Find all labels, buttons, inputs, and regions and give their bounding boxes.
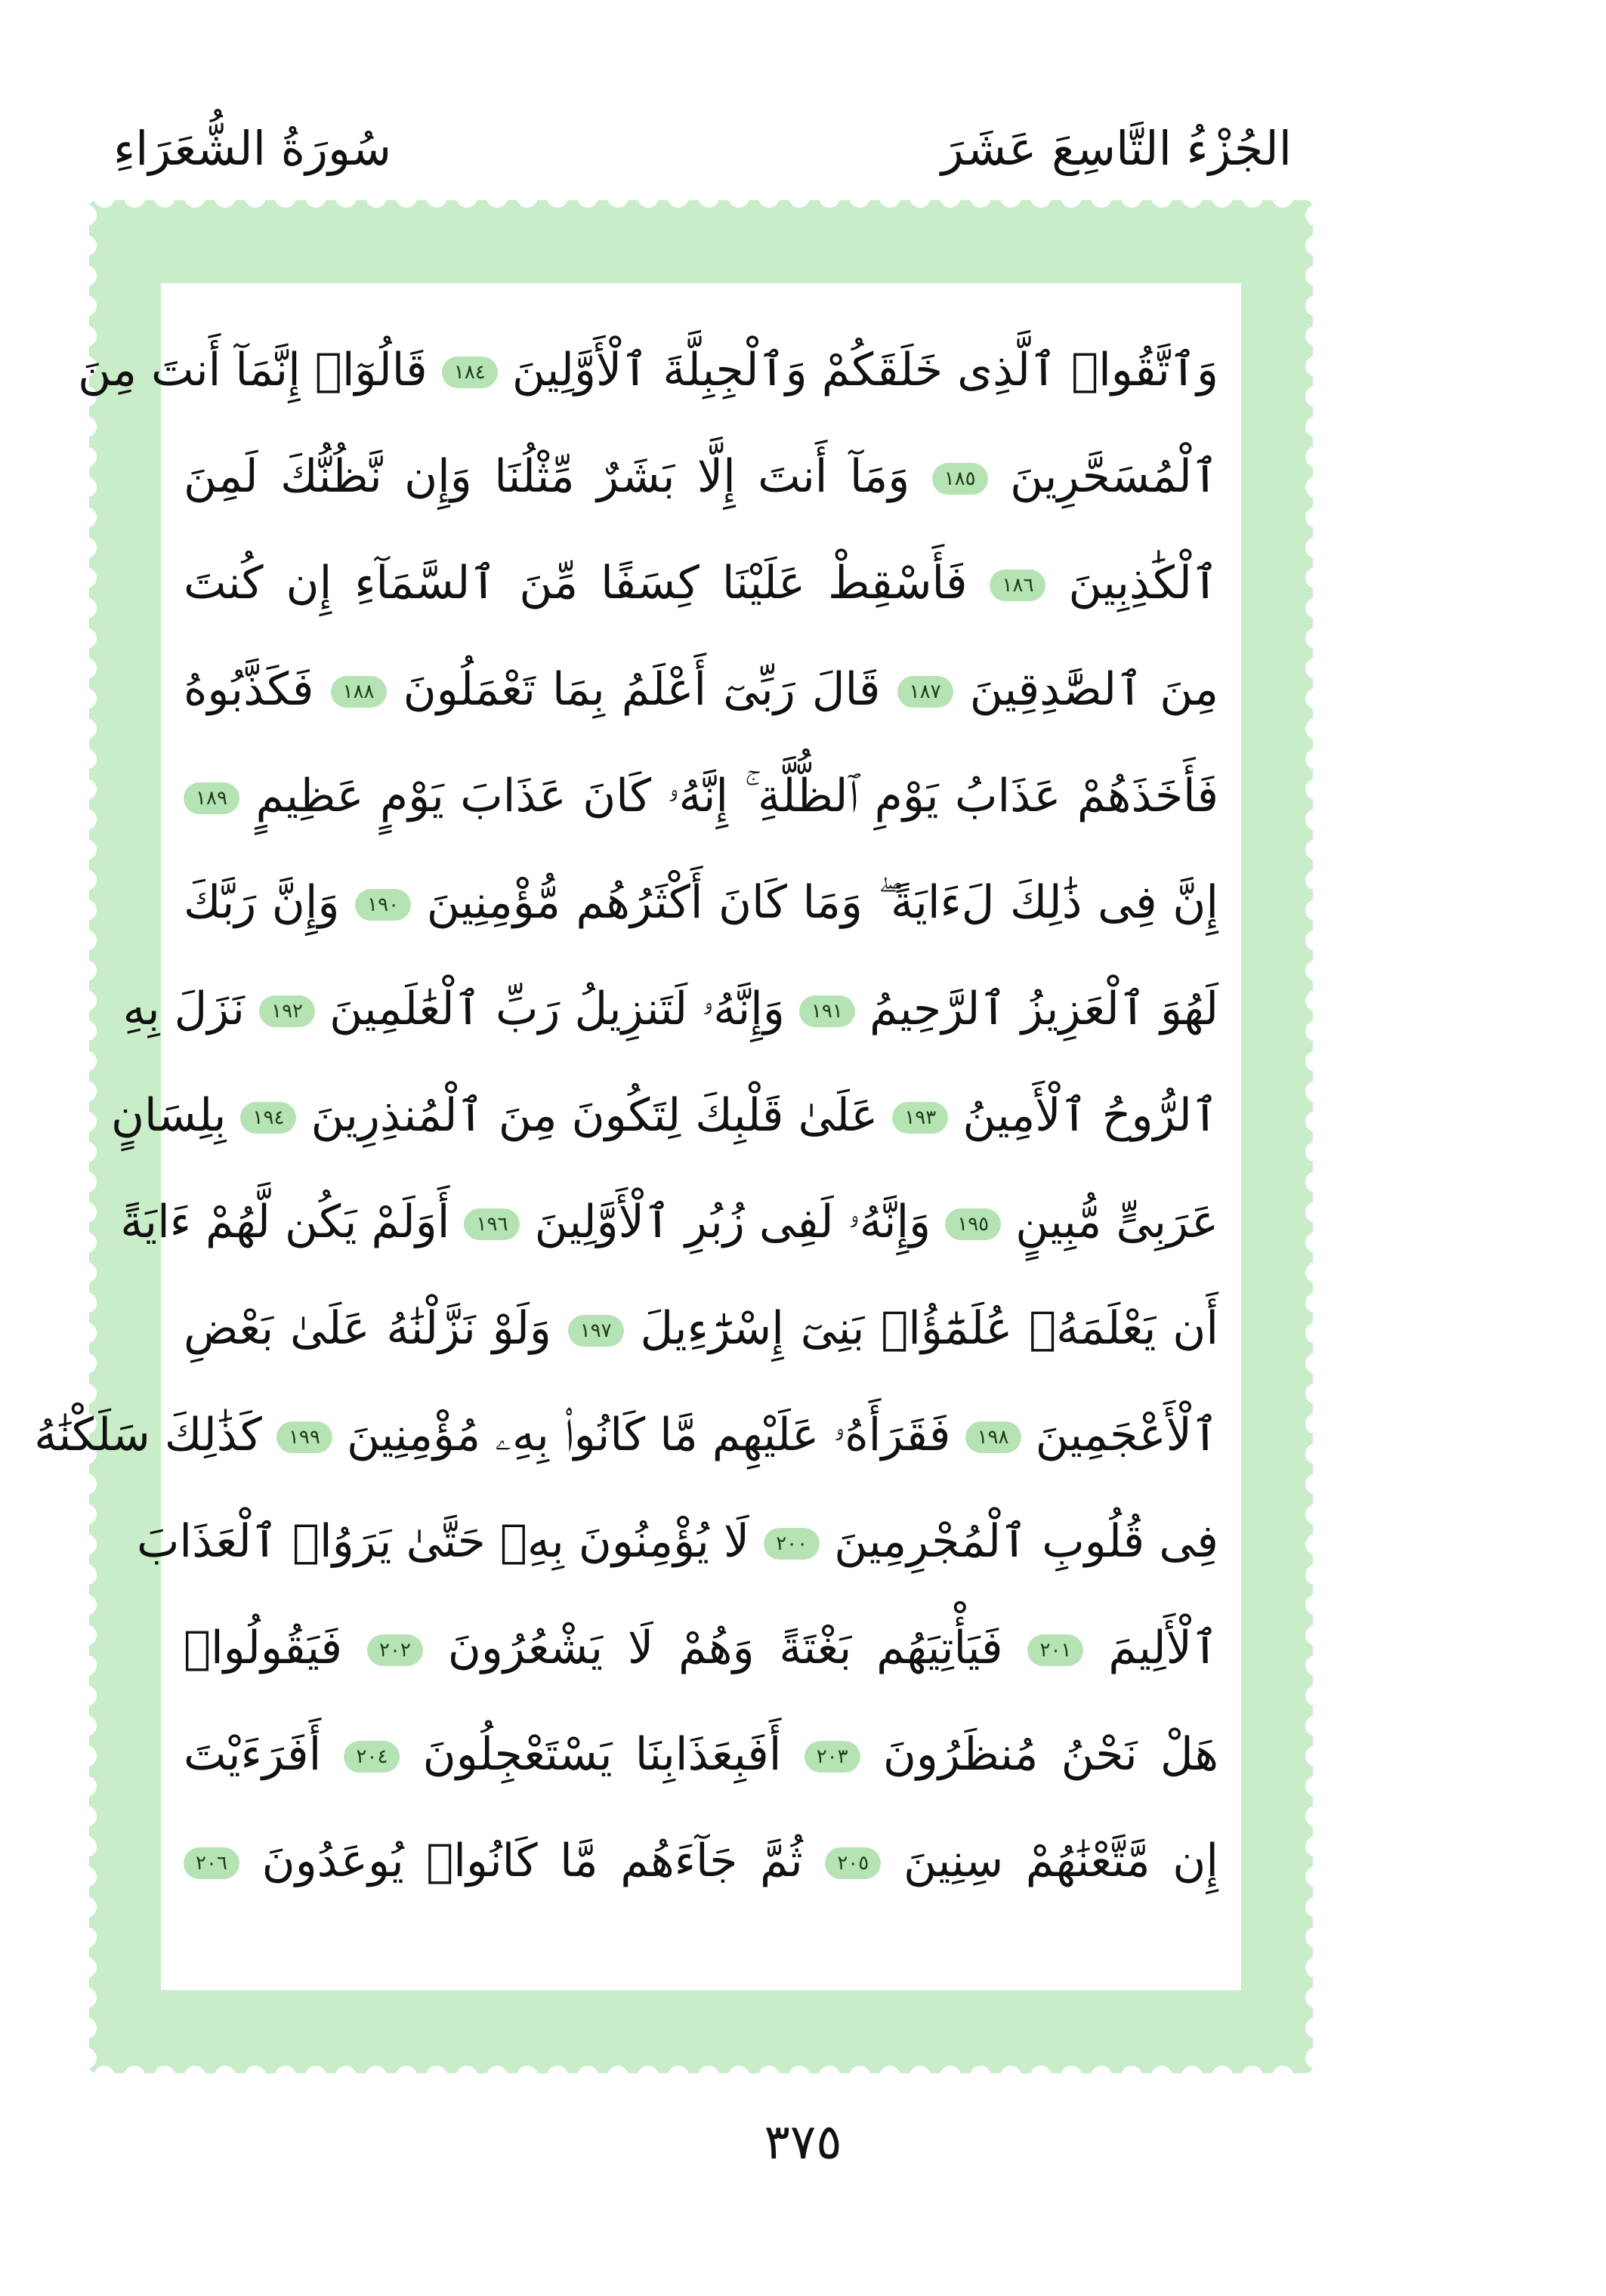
frame-scallop	[1305, 1836, 1313, 1857]
frame-scallop	[456, 200, 477, 208]
frame-scallop	[1305, 748, 1313, 770]
frame-scallop	[89, 1806, 97, 1827]
ayah-number-marker: ١٩٦	[464, 1208, 520, 1240]
verse-text: لَا يُؤْمِنُونَ بِهِۦ حَتَّىٰ يَرَوُا۟ ٱلْعَذَابَ	[136, 1515, 750, 1568]
ayah-number-marker: ١٩٤	[240, 1102, 296, 1134]
frame-scallop	[1305, 446, 1313, 468]
verse-text: وَٱتَّقُوا۟ ٱلَّذِى خَلَقَكُمْ وَٱلْجِبِلَّةَ ٱلْأَوَّلِينَ	[511, 344, 1218, 397]
verse-text: وَلَوْ نَزَّلْنَٰهُ عَلَىٰ بَعْضِ	[184, 1302, 551, 1355]
verse-text: لَهُوَ ٱلْعَزِيزُ ٱلرَّحِيمُ	[869, 983, 1218, 1035]
frame-scallop	[1305, 1141, 1313, 1162]
ayah-number-marker: ٢٠٣	[805, 1741, 860, 1773]
text-panel	[34, 283, 1241, 1990]
frame-scallop	[89, 748, 97, 770]
frame-scallop	[698, 200, 719, 208]
frame-scallop	[1305, 658, 1313, 679]
frame-scallop	[335, 2066, 357, 2073]
frame-scallop	[1305, 1443, 1313, 1464]
frame-scallop	[577, 200, 598, 208]
ayah-number-marker: ٢٠٢	[367, 1634, 423, 1666]
frame-scallop	[1151, 2066, 1172, 2073]
frame-scallop	[1305, 265, 1313, 286]
frame-scallop	[1212, 200, 1233, 208]
frame-scallop	[607, 2066, 629, 2073]
verse-line	[184, 1276, 1218, 1382]
frame-scallop	[1305, 809, 1313, 830]
frame-scallop	[1305, 839, 1313, 860]
verse-text: إِن مَّتَّعْنَٰهُمْ سِنِينَ	[903, 1835, 1218, 1887]
frame-scallop	[1272, 2066, 1293, 2073]
frame-scallop	[366, 2066, 387, 2073]
frame-scallop	[849, 200, 870, 208]
ayah-number-marker: ٢٠٦	[184, 1847, 239, 1879]
frame-scallop	[970, 2066, 991, 2073]
frame-scallop	[547, 2066, 568, 2073]
frame-scallop	[1305, 477, 1313, 498]
verse-line	[184, 637, 1218, 743]
ayah-number-marker: ٢٠١	[1027, 1634, 1083, 1666]
frame-scallop	[396, 200, 417, 208]
frame-scallop	[1305, 1866, 1313, 1887]
frame-scallop	[89, 1685, 97, 1706]
frame-scallop	[1305, 416, 1313, 437]
verse-line	[110, 1063, 1218, 1169]
ayah-number-marker: ١٩٣	[892, 1102, 948, 1134]
frame-scallop	[1305, 1715, 1313, 1736]
frame-scallop	[1305, 628, 1313, 649]
frame-scallop	[607, 200, 629, 208]
frame-scallop	[94, 200, 115, 208]
frame-scallop	[89, 295, 97, 316]
frame-scallop	[940, 200, 961, 208]
frame-scallop	[1305, 1625, 1313, 1646]
frame-scallop	[89, 1987, 97, 2008]
frame-scallop	[426, 200, 447, 208]
verse-text: فَيَأْتِيَهُم بَغْتَةً وَهُمْ لَا يَشْعُرُونَ	[447, 1622, 1003, 1674]
frame-scallop	[1305, 960, 1313, 981]
frame-scallop	[879, 200, 900, 208]
frame-scallop	[1212, 2066, 1233, 2073]
verse-text: نَزَلَ بِهِ	[122, 983, 245, 1035]
frame-scallop	[154, 2066, 175, 2073]
frame-scallop	[89, 779, 97, 800]
frame-scallop	[668, 200, 689, 208]
verse-text: ٱلرُّوحُ ٱلْأَمِينُ	[962, 1089, 1218, 1142]
frame-scallop	[89, 1776, 97, 1797]
verse-text: ٱلْكَٰذِبِينَ	[1068, 557, 1218, 609]
frame-scallop	[1305, 779, 1313, 800]
frame-scallop	[940, 2066, 961, 2073]
verse-line	[184, 743, 1218, 850]
frame-scallop	[1305, 1474, 1313, 1495]
frame-scallop	[89, 718, 97, 739]
verse-text: إِنَّ فِى ذَٰلِكَ لَءَايَةً ۖ وَمَا كَانَ أَكْثَرُهُم مُّؤْمِنِينَ	[426, 876, 1218, 929]
ayah-number-marker: ١٩٨	[965, 1421, 1021, 1453]
frame-scallop	[89, 2017, 97, 2038]
ayah-number-marker: ١٩٩	[276, 1421, 332, 1453]
frame-scallop	[89, 869, 97, 890]
verse-text: ٱلْأَعْجَمِينَ	[1035, 1409, 1218, 1461]
frame-scallop	[89, 1171, 97, 1193]
frame-scallop	[1305, 386, 1313, 407]
frame-scallop	[335, 200, 357, 208]
frame-scallop	[1305, 1111, 1313, 1132]
frame-scallop	[1030, 200, 1052, 208]
frame-scallop	[1305, 1232, 1313, 1253]
frame-scallop	[89, 658, 97, 679]
frame-scallop	[89, 1564, 97, 1585]
frame-scallop	[1305, 1685, 1313, 1706]
frame-scallop	[1305, 688, 1313, 709]
frame-scallop	[970, 200, 991, 208]
frame-scallop	[89, 1322, 97, 1344]
verse-line	[78, 317, 1218, 424]
ayah-number-marker: ١٩٧	[568, 1315, 624, 1347]
ayah-number-marker: ١٨٩	[184, 782, 239, 814]
ayah-number-marker: ٢٠٠	[764, 1528, 820, 1560]
verse-line	[120, 1169, 1218, 1276]
verse-text: أَفَرَءَيْتَ	[184, 1728, 322, 1781]
frame-scallop	[89, 1534, 97, 1555]
ayah-number-marker: ٢٠٤	[344, 1741, 400, 1773]
verse-text: كَذَٰلِكَ سَلَكْنَٰهُ	[34, 1409, 262, 1461]
frame-scallop	[910, 200, 931, 208]
frame-scallop	[89, 1020, 97, 1042]
verse-text: فَأَخَذَهُمْ عَذَابُ يَوْمِ ٱلظُّلَّةِ ۚ إِنَّهُۥ كَانَ عَذَابَ يَوْمٍ عَظِيمٍ	[255, 770, 1218, 822]
frame-scallop	[89, 1896, 97, 1918]
frame-scallop	[1305, 2048, 1313, 2069]
frame-scallop	[1305, 295, 1313, 316]
ayah-number-marker: ١٨٨	[331, 676, 387, 708]
frame-scallop	[89, 477, 97, 498]
frame-scallop	[698, 2066, 719, 2073]
ayah-number-marker: ١٩٢	[259, 995, 315, 1027]
frame-scallop	[1305, 1292, 1313, 1313]
frame-scallop	[789, 200, 810, 208]
frame-scallop	[1305, 235, 1313, 256]
frame-scallop	[1121, 200, 1142, 208]
frame-scallop	[1305, 869, 1313, 890]
verse-text: فَكَذَّبُوهُ	[184, 663, 314, 716]
frame-scallop	[89, 446, 97, 468]
verse-text: هَلْ نَحْنُ مُنظَرُونَ	[882, 1728, 1218, 1781]
frame-scallop	[89, 1745, 97, 1767]
verse-line	[184, 1595, 1218, 1702]
frame-scallop	[668, 2066, 689, 2073]
frame-scallop	[1305, 507, 1313, 528]
frame-scallop	[89, 809, 97, 830]
frame-scallop	[1305, 205, 1313, 226]
frame-scallop	[1305, 1322, 1313, 1344]
frame-scallop	[1305, 1413, 1313, 1434]
frame-scallop	[1242, 2066, 1263, 2073]
frame-scallop	[89, 960, 97, 981]
frame-scallop	[89, 1594, 97, 1616]
frame-scallop	[215, 200, 236, 208]
verse-text: ٱلْمُسَحَّرِينَ	[1010, 450, 1218, 503]
frame-scallop	[1305, 1564, 1313, 1585]
verse-text: فَأَسْقِطْ عَلَيْنَا كِسَفًا مِّنَ ٱلسَّمَآءِ إِن كُنتَ	[184, 557, 968, 609]
frame-scallop	[89, 1957, 97, 1978]
ayah-number-marker: ١٩٥	[945, 1208, 1001, 1240]
verse-line	[34, 1382, 1218, 1489]
frame-scallop	[1272, 200, 1293, 208]
verse-text: عَلَىٰ قَلْبِكَ لِتَكُونَ مِنَ ٱلْمُنذِرِينَ	[310, 1089, 879, 1142]
frame-scallop	[89, 628, 97, 649]
frame-scallop	[89, 1655, 97, 1676]
frame-scallop	[1305, 1262, 1313, 1283]
frame-scallop	[1305, 1202, 1313, 1223]
frame-scallop	[758, 200, 780, 208]
verse-line	[136, 1489, 1218, 1595]
frame-scallop	[1030, 2066, 1052, 2073]
frame-scallop	[879, 2066, 900, 2073]
frame-scallop	[638, 200, 659, 208]
frame-scallop	[1181, 2066, 1203, 2073]
ayah-number-marker: ١٩١	[799, 995, 855, 1027]
frame-scallop	[638, 2066, 659, 2073]
frame-scallop	[89, 1836, 97, 1857]
frame-scallop	[1242, 200, 1263, 208]
frame-scallop	[1305, 1927, 1313, 1948]
verse-text: أَن يَعْلَمَهُۥ عُلَمَٰٓؤُا۟ بَنِىٓ إِسْرَٰٓءِيلَ	[640, 1302, 1219, 1355]
verse-line	[184, 530, 1218, 637]
frame-scallop	[1305, 718, 1313, 739]
frame-scallop	[396, 2066, 417, 2073]
frame-scallop	[215, 2066, 236, 2073]
verse-line	[184, 1808, 1218, 1915]
frame-scallop	[1305, 1987, 1313, 2008]
frame-scallop	[547, 200, 568, 208]
frame-scallop	[89, 990, 97, 1011]
frame-scallop	[1305, 326, 1313, 347]
verse-text: أَفَبِعَذَابِنَا يَسْتَعْجِلُونَ	[422, 1728, 782, 1781]
frame-scallop	[910, 2066, 931, 2073]
verse-text: وَإِنَّهُۥ لَفِى زُبُرِ ٱلْأَوَّلِينَ	[534, 1196, 931, 1248]
verse-line	[122, 956, 1218, 1063]
frame-scallop	[1305, 1534, 1313, 1555]
frame-scallop	[728, 2066, 749, 2073]
frame-scallop	[184, 2066, 205, 2073]
frame-scallop	[89, 2048, 97, 2069]
frame-scallop	[1305, 567, 1313, 588]
frame-scallop	[1305, 1020, 1313, 1042]
frame-scallop	[1305, 1171, 1313, 1193]
verse-line	[184, 850, 1218, 956]
frame-scallop	[89, 1081, 97, 1102]
verse-text: وَمَآ أَنتَ إِلَّا بَشَرٌ مِّثْلُنَا وَإِن نَّظُنُّكَ لَمِنَ	[184, 450, 910, 503]
juz-name: الجُزْءُ التَّاسِعَ عَشَرَ	[940, 121, 1292, 176]
frame-scallop	[1181, 200, 1203, 208]
frame-scallop	[1061, 2066, 1082, 2073]
frame-scallop	[245, 2066, 266, 2073]
verse-text: مِنَ ٱلصَّٰدِقِينَ	[969, 663, 1219, 716]
verse-text: أَوَلَمْ يَكُن لَّهُمْ ءَايَةً	[120, 1196, 450, 1248]
frame-scallop	[1151, 200, 1172, 208]
frame-scallop	[1000, 2066, 1021, 2073]
frame-scallop	[1305, 537, 1313, 558]
verse-text: فَيَقُولُوا۟	[184, 1622, 343, 1674]
ayah-number-marker: ٢٠٥	[825, 1847, 881, 1879]
frame-scallop	[849, 2066, 870, 2073]
frame-scallop	[89, 1202, 97, 1223]
frame-scallop	[89, 205, 97, 226]
frame-scallop	[94, 2066, 115, 2073]
verse-text: فَقَرَأَهُۥ عَلَيْهِم مَّا كَانُوا۟ بِهِۦ مُؤْمِنِينَ	[346, 1409, 951, 1461]
frame-scallop	[1091, 2066, 1112, 2073]
frame-scallop	[819, 200, 840, 208]
frame-scallop	[89, 1504, 97, 1525]
frame-scallop	[1305, 1957, 1313, 1978]
verse-text: بِلِسَانٍ	[110, 1089, 227, 1142]
ayah-number-marker: ١٨٦	[990, 569, 1045, 601]
frame-scallop	[819, 2066, 840, 2073]
ayah-number-marker: ١٩٠	[355, 889, 411, 921]
frame-scallop	[124, 200, 145, 208]
frame-scallop	[89, 235, 97, 256]
frame-scallop	[89, 567, 97, 588]
frame-scallop	[89, 1715, 97, 1736]
frame-scallop	[517, 200, 538, 208]
frame-scallop	[456, 2066, 477, 2073]
frame-scallop	[1305, 1504, 1313, 1525]
frame-scallop	[1305, 356, 1313, 377]
frame-scallop	[1305, 1896, 1313, 1918]
frame-scallop	[1305, 1383, 1313, 1404]
verse-line	[184, 424, 1218, 530]
frame-scallop	[275, 2066, 296, 2073]
frame-scallop	[305, 2066, 326, 2073]
frame-scallop	[89, 1292, 97, 1313]
frame-scallop	[89, 537, 97, 558]
frame-scallop	[89, 1866, 97, 1887]
frame-scallop	[89, 839, 97, 860]
page-header	[98, 113, 1307, 196]
verse-line	[184, 1702, 1218, 1808]
ayah-number-marker: ١٨٧	[897, 676, 953, 708]
frame-scallop	[89, 1927, 97, 1948]
frame-scallop	[1061, 200, 1082, 208]
decorative-frame	[34, 200, 1313, 2073]
ayah-number-marker: ١٨٤	[442, 356, 498, 388]
frame-scallop	[89, 1111, 97, 1132]
frame-scallop	[1305, 1806, 1313, 1827]
verse-text: وَإِنَّ رَبَّكَ	[184, 876, 340, 929]
frame-scallop	[1305, 1745, 1313, 1767]
ayah-number-marker: ١٨٥	[932, 463, 988, 495]
frame-scallop	[577, 2066, 598, 2073]
surah-name: سُورَةُ الشُّعَرَاءِ	[113, 121, 392, 176]
frame-scallop	[1305, 2017, 1313, 2038]
frame-scallop	[89, 265, 97, 286]
frame-scallop	[1305, 1081, 1313, 1102]
frame-scallop	[1305, 597, 1313, 619]
frame-scallop	[1121, 2066, 1142, 2073]
frame-scallop	[1305, 1051, 1313, 1072]
frame-scallop	[89, 1141, 97, 1162]
frame-scallop	[89, 1625, 97, 1646]
frame-scallop	[728, 200, 749, 208]
frame-scallop	[486, 2066, 508, 2073]
frame-scallop	[517, 2066, 538, 2073]
verse-text: ٱلْأَلِيمَ	[1108, 1622, 1218, 1674]
frame-scallop	[89, 597, 97, 619]
verse-lines	[34, 317, 1219, 1915]
frame-scallop	[426, 2066, 447, 2073]
frame-scallop	[1305, 1655, 1313, 1676]
frame-scallop	[366, 200, 387, 208]
frame-scallop	[89, 688, 97, 709]
frame-scallop	[1305, 930, 1313, 951]
verse-text: عَرَبِىٍّ مُّبِينٍ	[1015, 1196, 1218, 1248]
frame-scallop	[1305, 900, 1313, 921]
frame-scallop	[89, 1262, 97, 1283]
frame-scallop	[89, 1051, 97, 1072]
page-number: ٣٧٥	[764, 2115, 842, 2171]
frame-scallop	[758, 2066, 780, 2073]
frame-scallop	[89, 507, 97, 528]
frame-scallop	[89, 930, 97, 951]
frame-scallop	[486, 200, 508, 208]
frame-scallop	[89, 900, 97, 921]
verse-text: قَالُوٓا۟ إِنَّمَآ أَنتَ مِنَ	[78, 344, 428, 397]
frame-scallop	[89, 1353, 97, 1374]
frame-scallop	[154, 200, 175, 208]
frame-scallop	[1091, 200, 1112, 208]
frame-scallop	[245, 200, 266, 208]
frame-scallop	[1305, 1353, 1313, 1374]
verse-text: فِى قُلُوبِ ٱلْمُجْرِمِينَ	[834, 1515, 1218, 1568]
frame-scallop	[184, 200, 205, 208]
frame-scallop	[1305, 1776, 1313, 1797]
frame-scallop	[275, 200, 296, 208]
verse-text: ثُمَّ جَآءَهُم مَّا كَانُوا۟ يُوعَدُونَ	[261, 1835, 803, 1887]
verse-text: وَإِنَّهُۥ لَتَنزِيلُ رَبِّ ٱلْعَٰلَمِينَ	[329, 983, 785, 1035]
frame-scallop	[124, 2066, 145, 2073]
frame-scallop	[1305, 990, 1313, 1011]
frame-scallop	[305, 200, 326, 208]
verse-text: قَالَ رَبِّىٓ أَعْلَمُ بِمَا تَعْمَلُونَ	[403, 663, 881, 716]
frame-scallop	[1000, 200, 1021, 208]
frame-scallop	[789, 2066, 810, 2073]
frame-scallop	[1305, 1594, 1313, 1616]
frame-scallop	[89, 1232, 97, 1253]
